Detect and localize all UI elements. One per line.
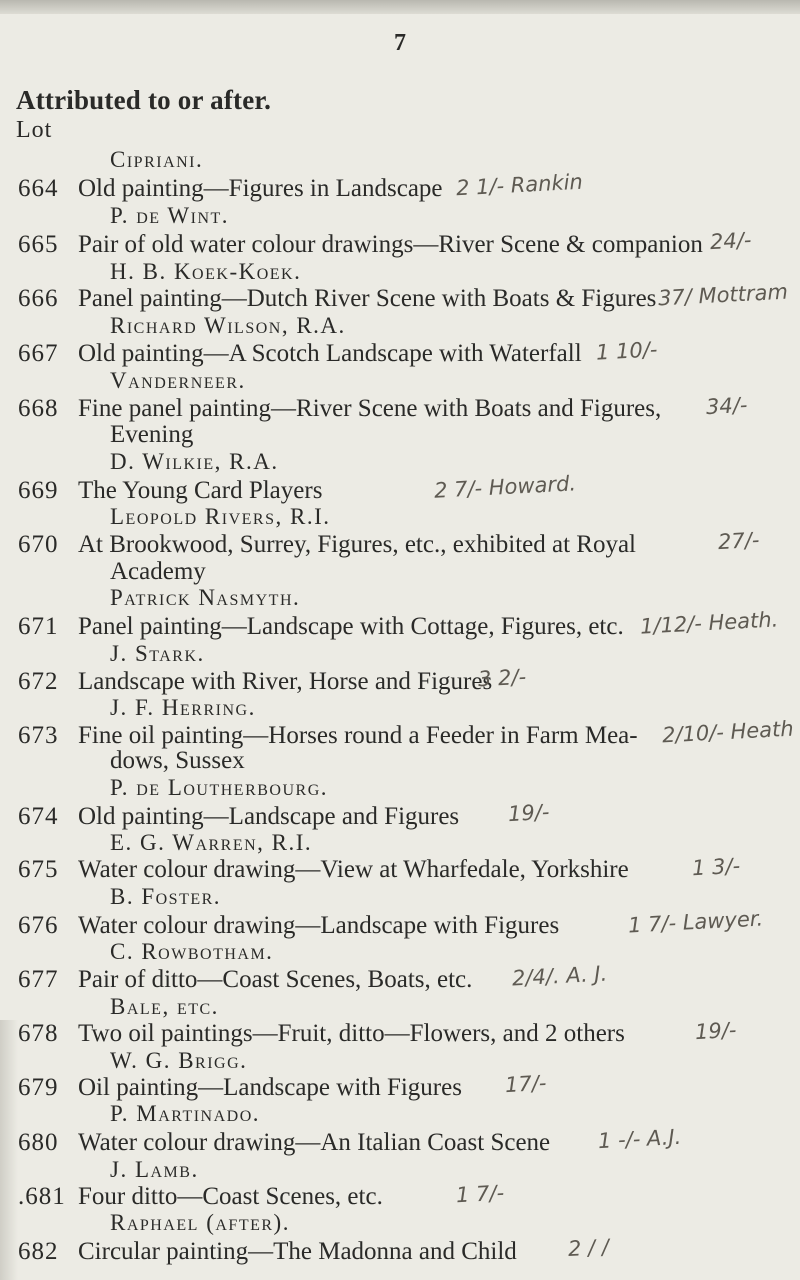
- lot-number: 667: [18, 340, 59, 367]
- handwritten-price: 24/-: [709, 227, 752, 255]
- artist-name: Patrick Nasmyth.: [110, 585, 301, 610]
- handwritten-price: 1/12/- Heath.: [639, 607, 779, 639]
- handwritten-price: 34/-: [705, 392, 748, 420]
- lot-description: Old painting—A Scotch Landscape with Waterfall: [78, 340, 582, 367]
- lot-number: 678: [18, 1020, 59, 1047]
- lot-column-label: Lot: [16, 117, 53, 143]
- artist-name: W. G. Brigg.: [110, 1048, 248, 1073]
- artist-name: D. Wilkie, R.A.: [110, 449, 279, 474]
- lot-description: Two oil paintings—Fruit, ditto—Flowers, and 2 others: [78, 1020, 625, 1047]
- page-top-edge: [0, 0, 800, 14]
- lot-description: Old painting—Landscape and Figures: [78, 803, 460, 830]
- handwritten-price: 17/-: [504, 1070, 547, 1098]
- handwritten-price: 3 2/-: [477, 664, 527, 692]
- lot-number: 664: [18, 175, 59, 202]
- lot-description-continued: Evening: [110, 421, 194, 448]
- handwritten-price: 1 -/- A.J.: [597, 1124, 682, 1154]
- artist-name: Richard Wilson, R.A.: [110, 313, 346, 338]
- lot-description: At Brookwood, Surrey, Figures, etc., exhibited at Royal: [78, 531, 637, 558]
- lot-description: Pair of old water colour drawings—River Scene & companion: [78, 231, 703, 258]
- lot-description: Water colour drawing—View at Wharfedale, Yorkshire: [78, 856, 629, 883]
- handwritten-price: 37/ Mottram: [657, 279, 789, 311]
- lot-number: 672: [18, 668, 59, 695]
- lot-number: 676: [18, 912, 59, 939]
- lot-description-continued: dows, Sussex: [110, 747, 245, 774]
- page-edge-shadow: [0, 1020, 18, 1280]
- artist-name: H. B. Koek-Koek.: [110, 259, 302, 284]
- artist-name: J. F. Herring.: [110, 695, 256, 720]
- lot-description: Landscape with River, Horse and Figures: [78, 668, 493, 695]
- lot-number: 675: [18, 856, 59, 883]
- artist-name: B. Foster.: [110, 884, 222, 909]
- artist-name: E. G. Warren, R.I.: [110, 830, 313, 855]
- lot-description: Water colour drawing—Landscape with Figures: [78, 912, 560, 939]
- lot-number: 670: [18, 531, 59, 558]
- lot-number: 669: [18, 477, 59, 504]
- lot-number: .681: [18, 1183, 66, 1210]
- handwritten-price: 1 7/-: [455, 1180, 505, 1208]
- handwritten-price: 1 3/-: [691, 853, 741, 881]
- page-number: 7: [394, 30, 406, 56]
- lot-description: Pair of ditto—Coast Scenes, Boats, etc.: [78, 966, 473, 993]
- lot-description: Four ditto—Coast Scenes, etc.: [78, 1183, 383, 1210]
- artist-name: Vanderneer.: [110, 368, 246, 393]
- artist-name: P. Martinado.: [110, 1101, 261, 1126]
- artist-name: C. Rowbotham.: [110, 939, 274, 964]
- section-heading: Attributed to or after.: [16, 85, 272, 115]
- lot-description: Fine panel painting—River Scene with Boats and Figures,: [78, 395, 662, 422]
- artist-name: Cipriani.: [110, 147, 204, 172]
- artist-name: Raphael (after).: [110, 1210, 290, 1235]
- artist-name: Leopold Rivers, R.I.: [110, 504, 331, 529]
- handwritten-price: 2 / /: [567, 1234, 610, 1262]
- artist-name: J. Lamb.: [110, 1157, 199, 1182]
- lot-description-continued: Academy: [110, 558, 206, 585]
- handwritten-price: 2/10/- Heath: [661, 716, 795, 748]
- lot-description: The Young Card Players: [78, 477, 323, 504]
- artist-name: J. Stark.: [110, 641, 205, 666]
- lot-description: Fine oil painting—Horses round a Feeder in Farm Mea-: [78, 722, 638, 749]
- lot-number: 673: [18, 722, 59, 749]
- handwritten-price: 1 10/-: [595, 337, 659, 365]
- lot-description: Circular painting—The Madonna and Child: [78, 1238, 517, 1265]
- artist-name: P. de Wint.: [110, 203, 230, 228]
- lot-number: 682: [18, 1238, 59, 1265]
- handwritten-price: 19/-: [507, 799, 550, 827]
- lot-number: 674: [18, 803, 59, 830]
- lot-number: 665: [18, 231, 59, 258]
- lot-number: 668: [18, 395, 59, 422]
- handwritten-price: 1 7/- Lawyer.: [627, 906, 764, 938]
- artist-name: Bale, etc.: [110, 994, 219, 1019]
- lot-description: Old painting—Figures in Landscape: [78, 175, 443, 202]
- handwritten-price: 19/-: [694, 1017, 737, 1045]
- handwritten-price: 27/-: [717, 527, 760, 555]
- lot-description: Panel painting—Landscape with Cottage, Figures, etc.: [78, 613, 624, 640]
- handwritten-price: 2 1/- Rankin: [455, 169, 584, 201]
- lot-number: 680: [18, 1129, 59, 1156]
- lot-description: Oil painting—Landscape with Figures: [78, 1074, 462, 1101]
- lot-number: 671: [18, 613, 59, 640]
- lot-number: 679: [18, 1074, 59, 1101]
- lot-number: 666: [18, 285, 59, 312]
- artist-name: P. de Loutherbourg.: [110, 775, 329, 800]
- handwritten-price: 2 7/- Howard.: [433, 471, 577, 503]
- lot-number: 677: [18, 966, 59, 993]
- lot-description: Panel painting—Dutch River Scene with Boats & Figures: [78, 285, 657, 312]
- lot-description: Water colour drawing—An Italian Coast Scene: [78, 1129, 551, 1156]
- handwritten-price: 2/4/. A. J.: [511, 961, 608, 991]
